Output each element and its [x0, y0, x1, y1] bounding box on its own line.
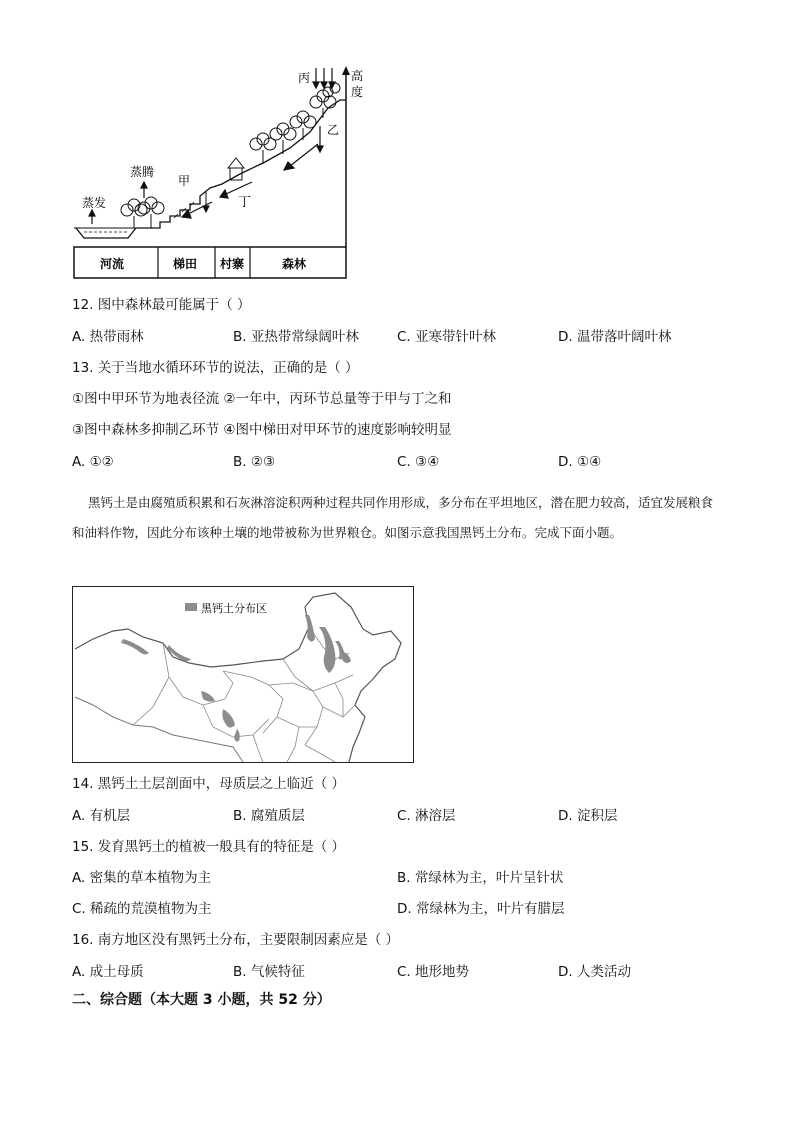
- label-ding: 丁: [238, 195, 252, 210]
- table-cell-river: 河流: [100, 257, 125, 271]
- question-15-stem: 15. 发育黑钙土的植被一般具有的特征是（ ）: [72, 839, 346, 855]
- q12-option-d[interactable]: D. 温带落叶阔叶林: [558, 329, 672, 345]
- label-yi: 乙: [327, 123, 340, 137]
- legend-swatch: [185, 603, 197, 611]
- q13-option-a[interactable]: A. ①②: [72, 454, 114, 470]
- q16-option-a[interactable]: A. 成土母质: [72, 964, 144, 980]
- tree-cluster-left: [121, 197, 164, 228]
- q12-option-b[interactable]: B. 亚热带常绿阔叶林: [233, 329, 359, 345]
- table-cell-forest: 森林: [282, 257, 307, 271]
- water-cycle-diagram: [70, 62, 364, 284]
- precipitation-arrows: [313, 68, 335, 88]
- map-svg: [73, 587, 413, 762]
- question-13-stem: 13. 关于当地水循环环节的说法，正确的是（ ）: [72, 360, 359, 376]
- water-cycle-svg: [70, 62, 364, 284]
- label-height-2: 度: [351, 85, 364, 99]
- q15-option-c[interactable]: C. 稀疏的荒漠植物为主: [72, 901, 212, 917]
- table-cell-terrace: 梯田: [173, 257, 198, 271]
- q14-option-b[interactable]: B. 腐殖质层: [233, 808, 305, 824]
- label-height-1: 高: [351, 69, 364, 83]
- q16-option-d[interactable]: D. 人类活动: [558, 964, 631, 980]
- label-jia: 甲: [178, 174, 191, 188]
- q14-option-c[interactable]: C. 淋溶层: [397, 808, 456, 824]
- q14-option-a[interactable]: A. 有机层: [72, 808, 131, 824]
- question-16-stem: 16. 南方地区没有黑钙土分布，主要限制因素应是（ ）: [72, 932, 400, 948]
- q16-option-b[interactable]: B. 气候特征: [233, 964, 305, 980]
- q13-statement-line-1: ①图中甲环节为地表径流 ②一年中，丙环节总量等于甲与丁之和: [72, 391, 452, 407]
- q16-option-c[interactable]: C. 地形地势: [397, 964, 470, 980]
- chernozem-map: [72, 586, 414, 763]
- q15-option-b[interactable]: B. 常绿林为主，叶片呈针状: [397, 870, 564, 886]
- q12-option-a[interactable]: A. 热带雨林: [72, 329, 144, 345]
- question-12-stem: 12. 图中森林最可能属于（ ）: [72, 297, 251, 313]
- label-steam: 蒸腾: [130, 165, 155, 179]
- q15-option-d[interactable]: D. 常绿林为主，叶片有腊层: [397, 901, 565, 917]
- q13-option-d[interactable]: D. ①④: [558, 454, 602, 470]
- section-2-title: 二、综合题（本大题 3 小题，共 52 分）: [72, 992, 331, 1008]
- q13-statement-line-2: ③图中森林多抑制乙环节 ④图中梯田对甲环节的速度影响较明显: [72, 422, 452, 438]
- q12-option-c[interactable]: C. 亚寒带针叶林: [397, 329, 497, 345]
- q13-option-c[interactable]: C. ③④: [397, 454, 440, 470]
- q14-option-d[interactable]: D. 淀积层: [558, 808, 618, 824]
- chernozem-areas: [121, 615, 351, 742]
- label-evap: 蒸发: [82, 196, 107, 210]
- table-cell-village: 村寨: [220, 257, 245, 271]
- label-bing: 丙: [298, 71, 311, 85]
- q13-option-b[interactable]: B. ②③: [233, 454, 276, 470]
- q15-option-a[interactable]: A. 密集的草本植物为主: [72, 870, 212, 886]
- legend-label: 黑钙土分布区: [201, 602, 267, 615]
- reading-passage: 黑钙土是由腐殖质积累和石灰淋溶淀积两种过程共同作用形成，多分布在平坦地区，潜在肥力较高，适宜发展粮食和油料作物，因此分布该种土壤的地带被称为世界粮仓。如图示意我国黑钙土分布。完成下面小题。: [72, 495, 714, 540]
- question-14-stem: 14. 黑钙土土层剖面中，母质层之上临近（ ）: [72, 776, 346, 792]
